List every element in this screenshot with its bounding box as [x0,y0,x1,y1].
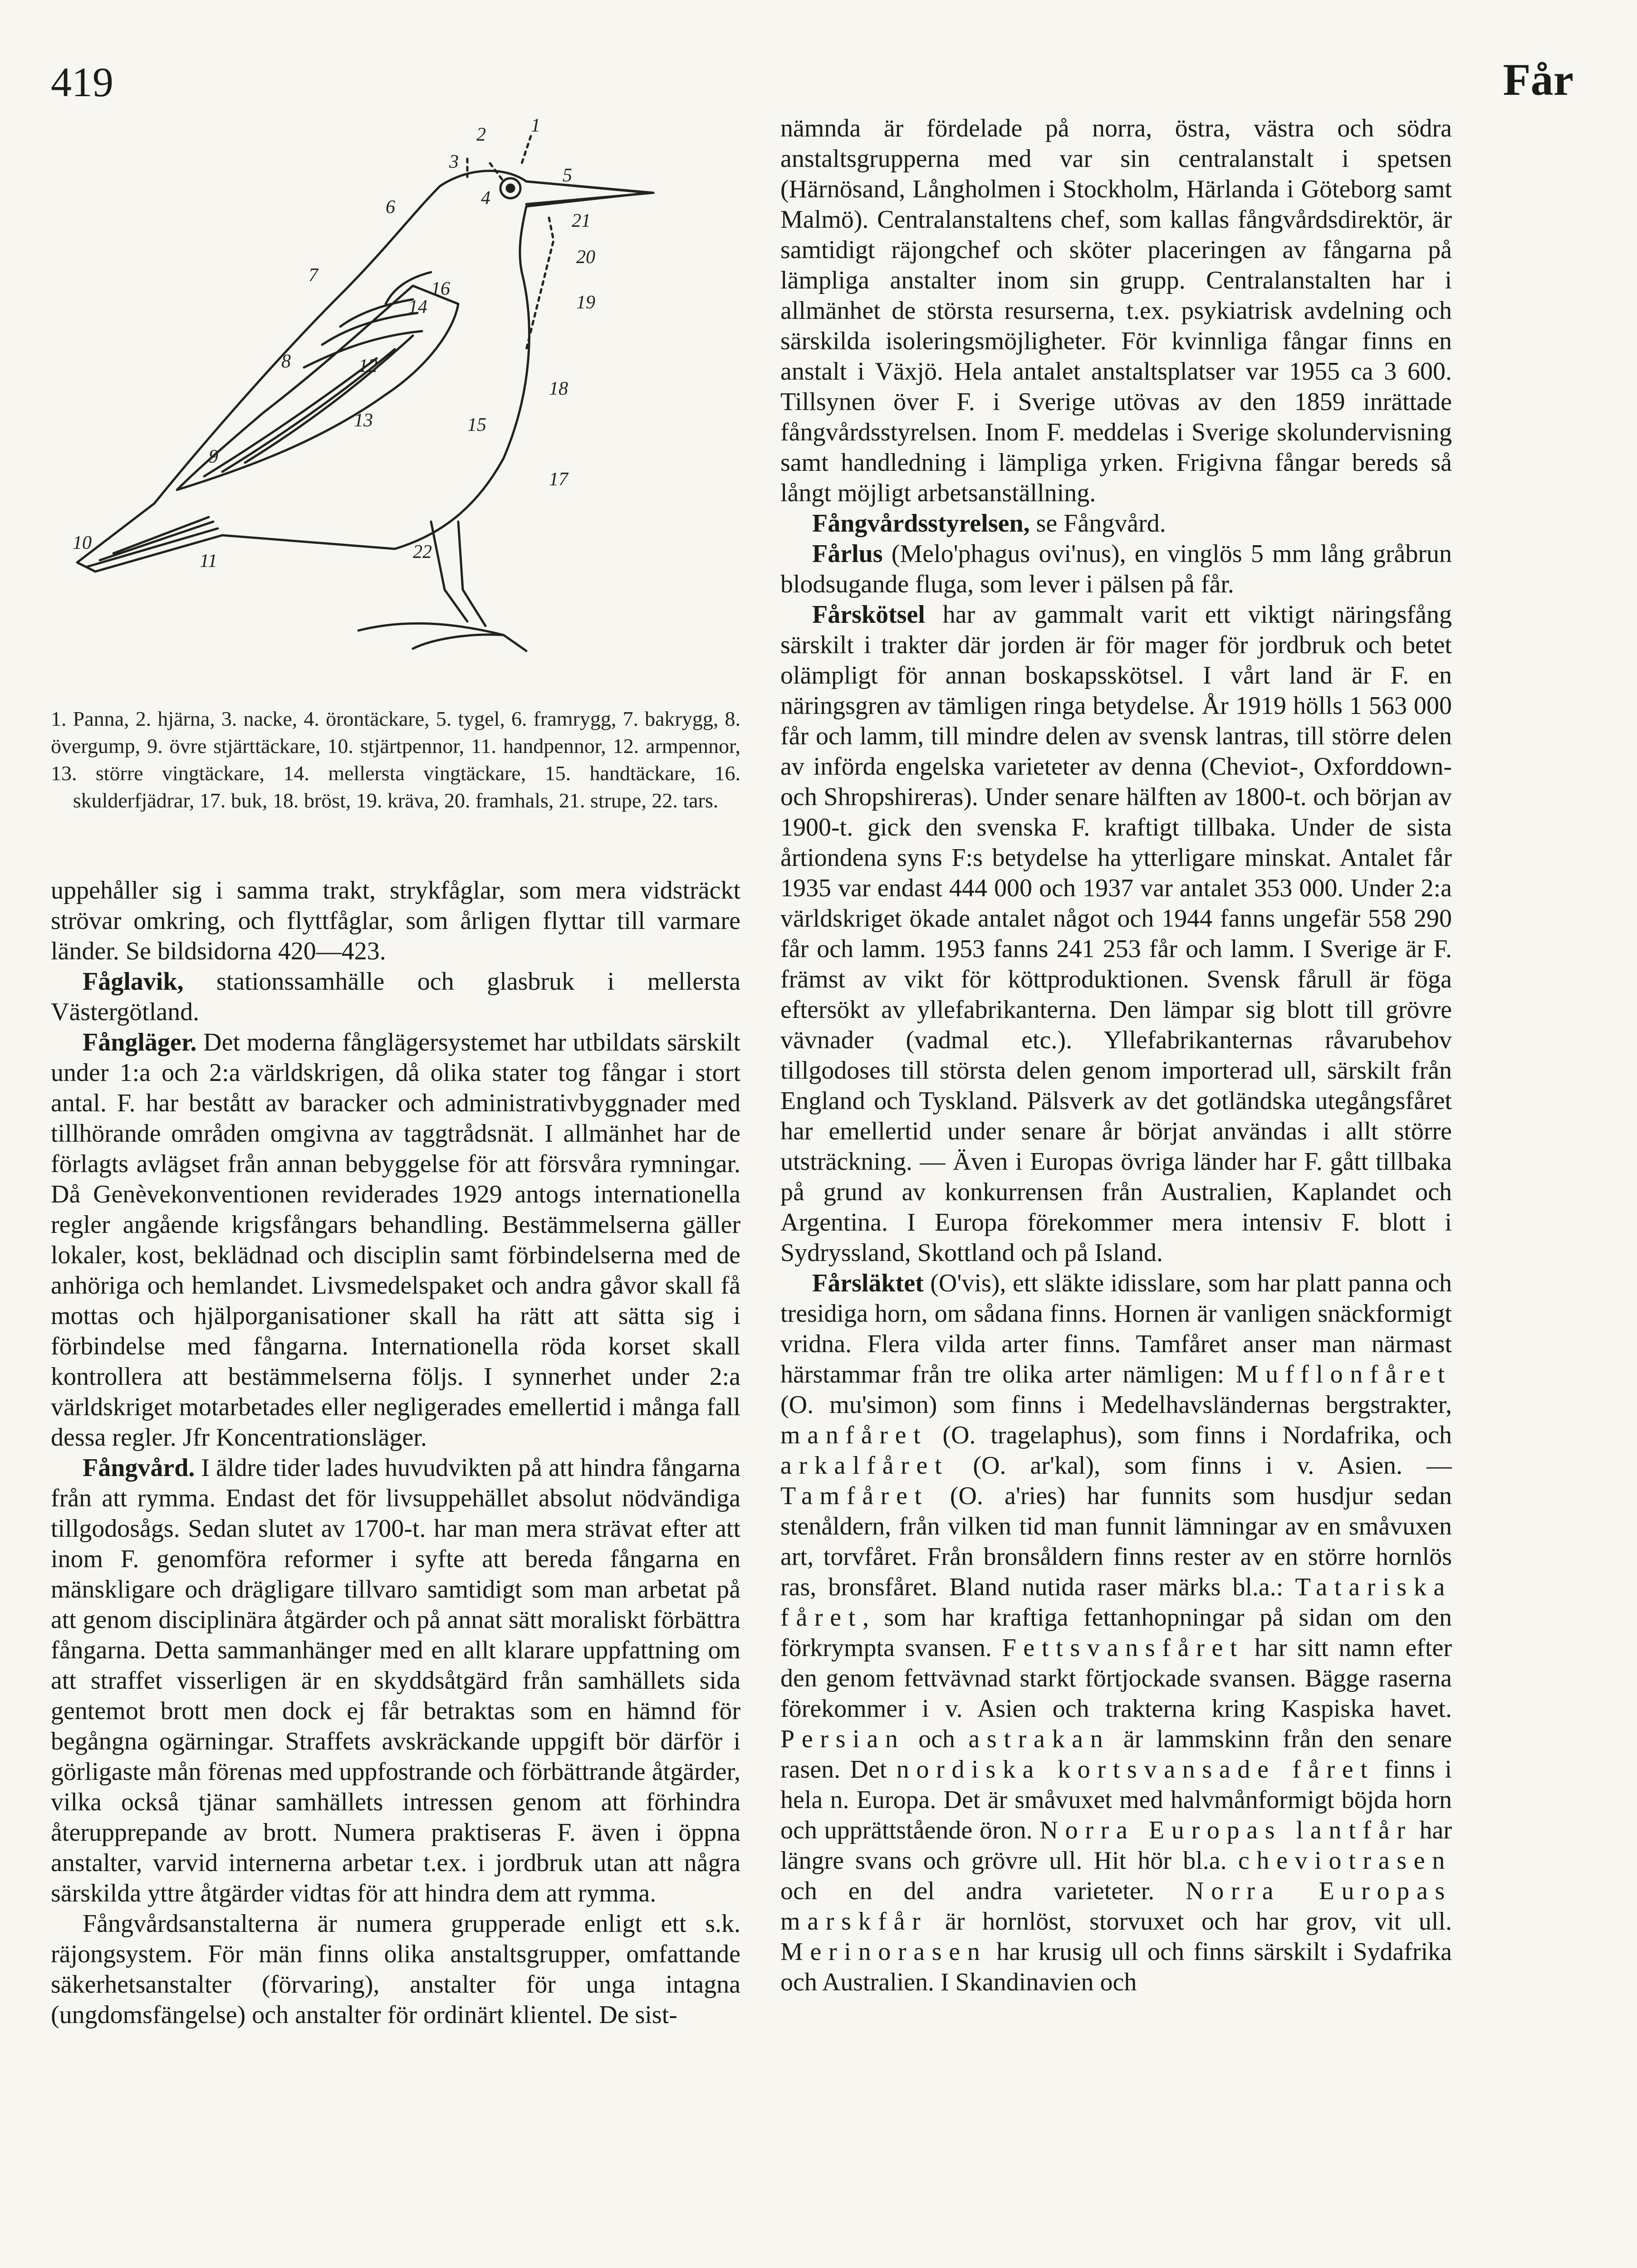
figure-label: 3 [449,152,459,172]
spaced-term: Norra Europas marskfår [780,1877,1452,1936]
spaced-term: arkalfåret [780,1452,949,1480]
entry-headword: Fångläger. [83,1028,197,1056]
entry-fangvardsstyrelsen: Fångvårdsstyrelsen, se Fångvård. [812,509,1166,538]
spaced-term: Mufflonfåret [1235,1360,1452,1388]
figure-label: 11 [200,551,217,572]
left-column [51,875,740,2030]
figure-label: 17 [549,469,568,490]
entry-farlus: Fårlus (Melo'phagus ovi'nus), en vinglös 5 mm lång gråbrun blodsugande fluga, som lever i pälsen på får. [780,540,1452,598]
spaced-term: Merinorasen [780,1938,987,1966]
bird-beak [526,181,653,204]
right-column [780,113,1452,1998]
entry-faglavik: Fåglavik, stationssamhälle och glasbruk i mellersta Västergötland. [51,968,740,1026]
spaced-term: astrakan [968,1725,1110,1753]
figure-label: 16 [431,279,450,299]
paragraph: Fångvårdsanstalterna är numera grupperade enligt ett s.k. räjongsystem. För män finns olika anstaltsgrupper, omfattande säkerhetsanstalter (förvaring), anstalter för unga intagna (ungdomsfängelse) och anstalter för ordinärt klientel. De sist- [51,1910,740,2029]
figure-label: 18 [549,378,568,399]
figure-label: 22 [413,542,432,562]
paragraph: uppehåller sig i samma trakt, strykfåglar, som mera vidsträckt strövar omkring, och flyttfåglar, som årligen flyttar till varmare länder. Se bildsidorna 420—423. [51,876,740,965]
figure-label: 14 [408,297,427,318]
spaced-term: nordiska kortsvansade fåret [896,1755,1375,1784]
entry-headword: Fåglavik, [83,968,184,996]
figure-label: 12 [358,356,377,376]
bird-head-outline [440,171,649,272]
spaced-term: cheviotrasen [1238,1847,1452,1875]
bird-foot [358,623,526,651]
entry-farslaktet: Fårsläktet (O'vis), ett släkte idisslare, som har platt panna och tresidiga horn, om sådana finns. Hornen är vanligen snäckformigt vridna. Flera vilda arter finns. Tamfåret anser man närmast härstammar från tre olika arter nämligen: Mufflonfåret (O. mu'simon) som finns i Medelhavsländernas bergstrakter, manfåret (O. tragelaphus), som finns i Nordafrika, och arkalfåret (O. ar'kal), som finns i v. Asien. — Tamfåret (O. a'ries) har funnits som husdjur sedan stenåldern, från vilken tid man funnit lämningar av en småvuxen art, torvfåret. Från bronsåldern finns rester av en större hornlös ras, bronsfåret. Bland nutida raser märks bl.a.: Tatariska fåret, som har kraftiga fettanhopningar på sidan om den förkrympta svansen. Fettsvansfåret har sitt namn efter den genom fettvävnad starkt förtjockade svansen. Bägge raserna förekommer i v. Asien och trakterna kring Kaspiska havet. Persian och astrakan är lammskinn från den senare rasen. Det nordiska kortsvansade fåret finns i hela n. Europa. Det är småvuxet med halvmånformigt böjda horn och upprättstående öron. Norra Europas lantfår har längre svans och grövre ull. Hit hör bl.a. cheviotrasen och en del andra varieteter. Norra Europas marskfår är hornlöst, storvuxet och har grov, vit ull. Merinorasen har krusig ull och finns särskilt i Sydafrika och Australien. I Skandinavien och [780,1269,1452,1996]
figure-label: 13 [354,410,373,431]
spaced-term: Persian [780,1725,905,1753]
entry-headword: Fångvård. [83,1454,195,1482]
figure-label: 4 [481,188,490,209]
spaced-term: Tatariska fåret [780,1573,1452,1632]
figure-label: 21 [572,210,591,231]
figure-labels [73,115,595,572]
entry-headword: Fårlus [812,540,883,568]
figure-label: 1 [531,115,540,136]
entry-farskotsel: Fårskötsel har av gammalt varit ett viktigt näringsfång särskilt i trakter där jorden är för mager för jordbruk och betet olämpligt för annan boskapsskötsel. I vårt land är F. en näringsgren av tämligen ringa betydelse. År 1919 hölls 1 563 000 får och lamm, till mindre delen av svensk lantras, till större delen av införda engelska varieteter av denna (Cheviot-, Oxforddown- och Shropshireras). Under senare hälften av 1800-t. och början av 1900-t. gick den svenska F. kraftigt tillbaka. Under de sista årtiondena syns F:s betydelse ha ytterligare minskat. Antalet får 1935 var endast 444 000 och 1937 var antalet 353 000. Under 2:a världskriget ökade antalet något och 1944 fanns ungefär 558 290 får och lamm. 1953 fanns 241 253 får och lamm. I Sverige är F. främst av vikt för köttproduktionen. Svensk fårull är föga eftersökt av yllefabrikanterna. Den lämpar sig blott till grövre vävnader (vadmal etc.). Yllefabrikanternas råvarubehov tillgodoses till största delen genom importerad ull, särskilt från England och Tyskland. Pälsverk av det gotländska utegångsfåret har emellertid under senare år börjat användas i allt större utsträckning. — Även i Europas övriga länder har F. gått tillbaka på grund av konkurrensen från Australien, Kaplandet och Argentina. I Europa förekommer mera intensiv F. blott i Sydryssland, Skottland och på Island. [780,601,1452,1267]
figure-label: 5 [563,165,572,186]
figure-label: 8 [281,351,291,372]
entry-fangvard: Fångvård. I äldre tider lades huvudvikten på att hindra fångarna från att rymma. Endast det för livsuppehället absolut nödvändiga tillgodosågs. Sedan slutet av 1700-t. har man mera strävat efter att inom F. genomföra reformer i syfte att bereda fångarna en mänskligare och drägligare tillvaro samtidigt som man arbetat på att genom disciplinära åtgärder och på annat sätt moraliskt förbättra fångarna. Detta sammanhänger med en allt klarare uppfattning om att straffet visserligen är en skyddsåtgärd från samhällets sida gentemot brott men dock ej får betraktas som en hämnd för begångna ogärningar. Straffets avskräckande uppgift bör därför i görligaste mån förenas med uppfostrande och förbättrande åtgärder, vilka också tjänar samhällets intressen genom att förhindra återupprepande av brott. Numera praktiseras F. även i öppna anstalter, varvid internerna arbetar t.ex. i jordbruk utan att några särskilda yttre åtgärder vidtas för att hindra dem att rymma. [51,1454,740,1907]
figure-label: 15 [467,415,486,435]
entry-fanglager: Fångläger. Det moderna fånglägersystemet har utbildats särskilt under 1:a och 2:a världskrigen, då olika stater tog fångar i stort antal. F. har bestått av baracker och administrativbyggnader med tillhörande områden omgivna av taggtrådsnät. I allmänhet har de förlagts avlägset från annan bebyggelse för att försvåra rymningar. Då Genèvekonventionen reviderades 1929 antogs internationella regler angående krigsfångars behandling. Bestämmelserna gäller lokaler, kost, beklädnad och disciplin samt förbindelserna med de anhöriga och hemlandet. Livsmedelspaket och andra gåvor skall få mottas och hjälporganisationer skall ha rätt att sätta sig i förbindelse med fångarna. Internationella röda korset skall kontrollera att bestämmelserna följs. I synnerhet under 2:a världskriget motarbetades eller negligerades emellertid i många fall dessa regler. Jfr Koncentrationsläger. [51,1028,740,1452]
figure-label: 19 [576,292,595,313]
spaced-term: Fettsvansfåret [1002,1634,1245,1662]
figure-label: 20 [576,247,595,268]
running-head: Får [1503,54,1573,105]
paragraph: nämnda är fördelade på norra, östra, västra och södra anstaltsgrupperna med var sin centralanstalt i spetsen (Härnösand, Långholmen i Stockholm, Härlanda i Göteborg samt Malmö). Centralanstaltens chef, som kallas fångvårdsdirektör, är samtidigt räjongchef och sköter placeringen av fångarna på lämpliga anstalter inom sin grupp. Centralanstalten har i allmänhet de största resurserna, t.ex. psykiatrisk avdelning och särskilda isoleringsmöjligheter. För kvinnliga fångar finns en anstalt i Växjö. Hela antalet anstaltsplatser var 1955 ca 3 600. Tillsynen över F. i Sverige utövas av den 1859 inrättade fångvårdsstyrelsen. Inom F. meddelas i Sverige skolundervisning samt handledning i lämpliga yrken. Frigivna fångar bereds så långt möjligt arbetsanställning. [780,114,1452,507]
entry-headword: Fångvårdsstyrelsen, [812,509,1030,538]
figure-caption: 1. Panna, 2. hjärna, 3. nacke, 4. örontäckare, 5. tygel, 6. framrygg, 7. bakrygg, 8. övergump, 9. övre stjärttäckare, 10. stjärtpennor, 11. handpennor, 12. armpennor, 13. större vingtäckare, 14. mellersta vingtäckare, 15. handtäckare, 16. skulderfjädrar, 17. buk, 18. bröst, 19. kräva, 20. framhals, 21. strupe, 22. tars. [51,707,740,812]
figure-label: 7 [309,265,318,286]
page-number: 419 [51,59,113,105]
spaced-term: Tamfåret [780,1482,929,1510]
figure-label: 6 [386,197,395,218]
bird-tail [77,503,395,572]
bird-anatomy-illustration [68,113,703,685]
entry-headword: Fårskötsel [812,601,925,629]
bird-leg [431,522,485,626]
figure-label: 9 [209,446,218,467]
spaced-term: manfåret [780,1421,928,1449]
figure-label: 10 [73,533,92,553]
entry-headword: Fårsläktet [812,1269,924,1297]
spaced-term: Norra Europas lantfår [1039,1816,1412,1844]
figure-label: 2 [476,124,486,145]
bird-back-outline [154,186,440,503]
